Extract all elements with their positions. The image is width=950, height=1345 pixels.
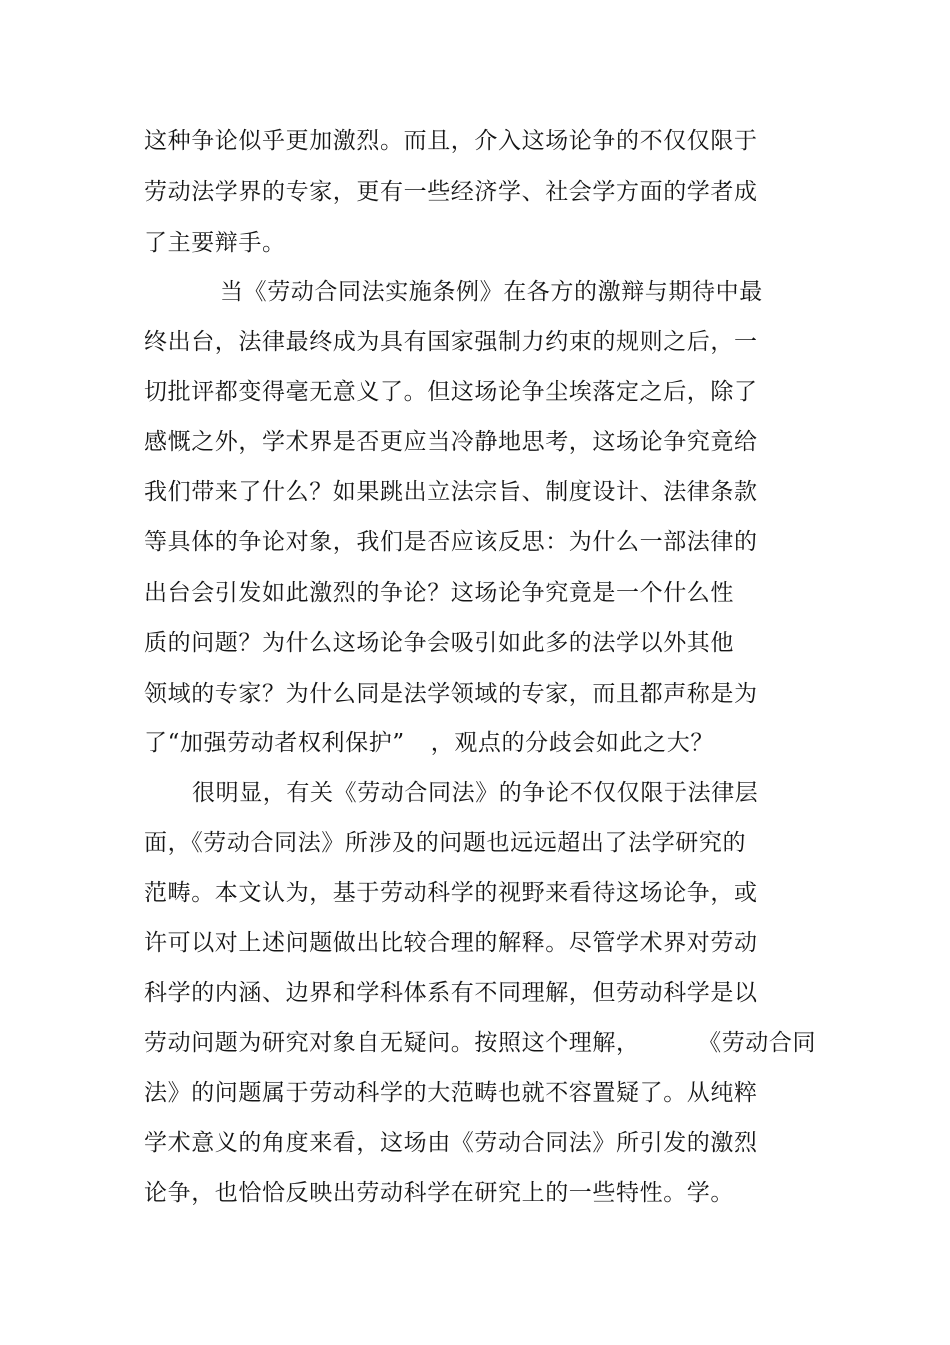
text-line: 等具体的争论对象，我们是否应该反思：为什么一部法律的 <box>144 529 758 555</box>
text-segment: 《劳动合同 <box>709 1030 817 1056</box>
text-line: 了主要辩手。 <box>144 230 286 256</box>
text-line: 论争，也恰恰反映出劳动科学在研究上的一些特性。学。 <box>144 1180 734 1206</box>
text-line <box>144 1023 816 1063</box>
text-segment: 劳动问题为研究对象自无疑问。按照这个理解， <box>144 1030 640 1056</box>
text-line: 领域的专家？为什么同是法学领域的专家，而且都声称是为 <box>144 681 758 707</box>
text-line: 很明显，有关《劳动合同法》的争论不仅仅限于法律层 <box>192 780 759 806</box>
text-line: 当《劳动合同法实施条例》在各方的激辩与期待中最 <box>220 279 763 305</box>
text-line: 法》的问题属于劳动科学的大范畴也就不容置疑了。从纯粹 <box>144 1080 758 1106</box>
text-line: 终出台，法律最终成为具有国家强制力约束的规则之后，一 <box>144 329 758 355</box>
text-line: 科学的内涵、边界和学科体系有不同理解，但劳动科学是以 <box>144 980 758 1006</box>
text-segment: ，观点的分歧会如此之大？ <box>430 730 714 756</box>
text-line: 学术意义的角度来看，这场由《劳动合同法》所引发的激烈 <box>144 1130 758 1156</box>
text-line: 面，《劳动合同法》所涉及的问题也远远超出了法学研究的 <box>144 830 747 856</box>
text-line: 这种争论似乎更加激烈。而且，介入这场论争的不仅仅限于 <box>144 128 758 154</box>
text-line <box>144 723 714 763</box>
text-line: 劳动法学界的专家，更有一些经济学、社会学方面的学者成 <box>144 179 758 205</box>
text-line: 感慨之外，学术界是否更应当冷静地思考，这场论争究竟给 <box>144 429 758 455</box>
text-line: 我们带来了什么？如果跳出立法宗旨、制度设计、法律条款 <box>144 479 758 505</box>
text-line: 出台会引发如此激烈的争论？这场论争究竟是一个什么性 <box>144 580 734 606</box>
text-line: 质的问题？为什么这场论争会吸引如此多的法学以外其他 <box>144 630 734 656</box>
text-line: 许可以对上述问题做出比较合理的解释。尽管学术界对劳动 <box>144 930 758 956</box>
text-line: 切批评都变得毫无意义了。但这场论争尘埃落定之后，除了 <box>144 379 758 405</box>
text-line: 范畴。本文认为，基于劳动科学的视野来看待这场论争，或 <box>144 880 758 906</box>
text-segment: 了“加强劳动者权利保护” <box>144 730 405 756</box>
